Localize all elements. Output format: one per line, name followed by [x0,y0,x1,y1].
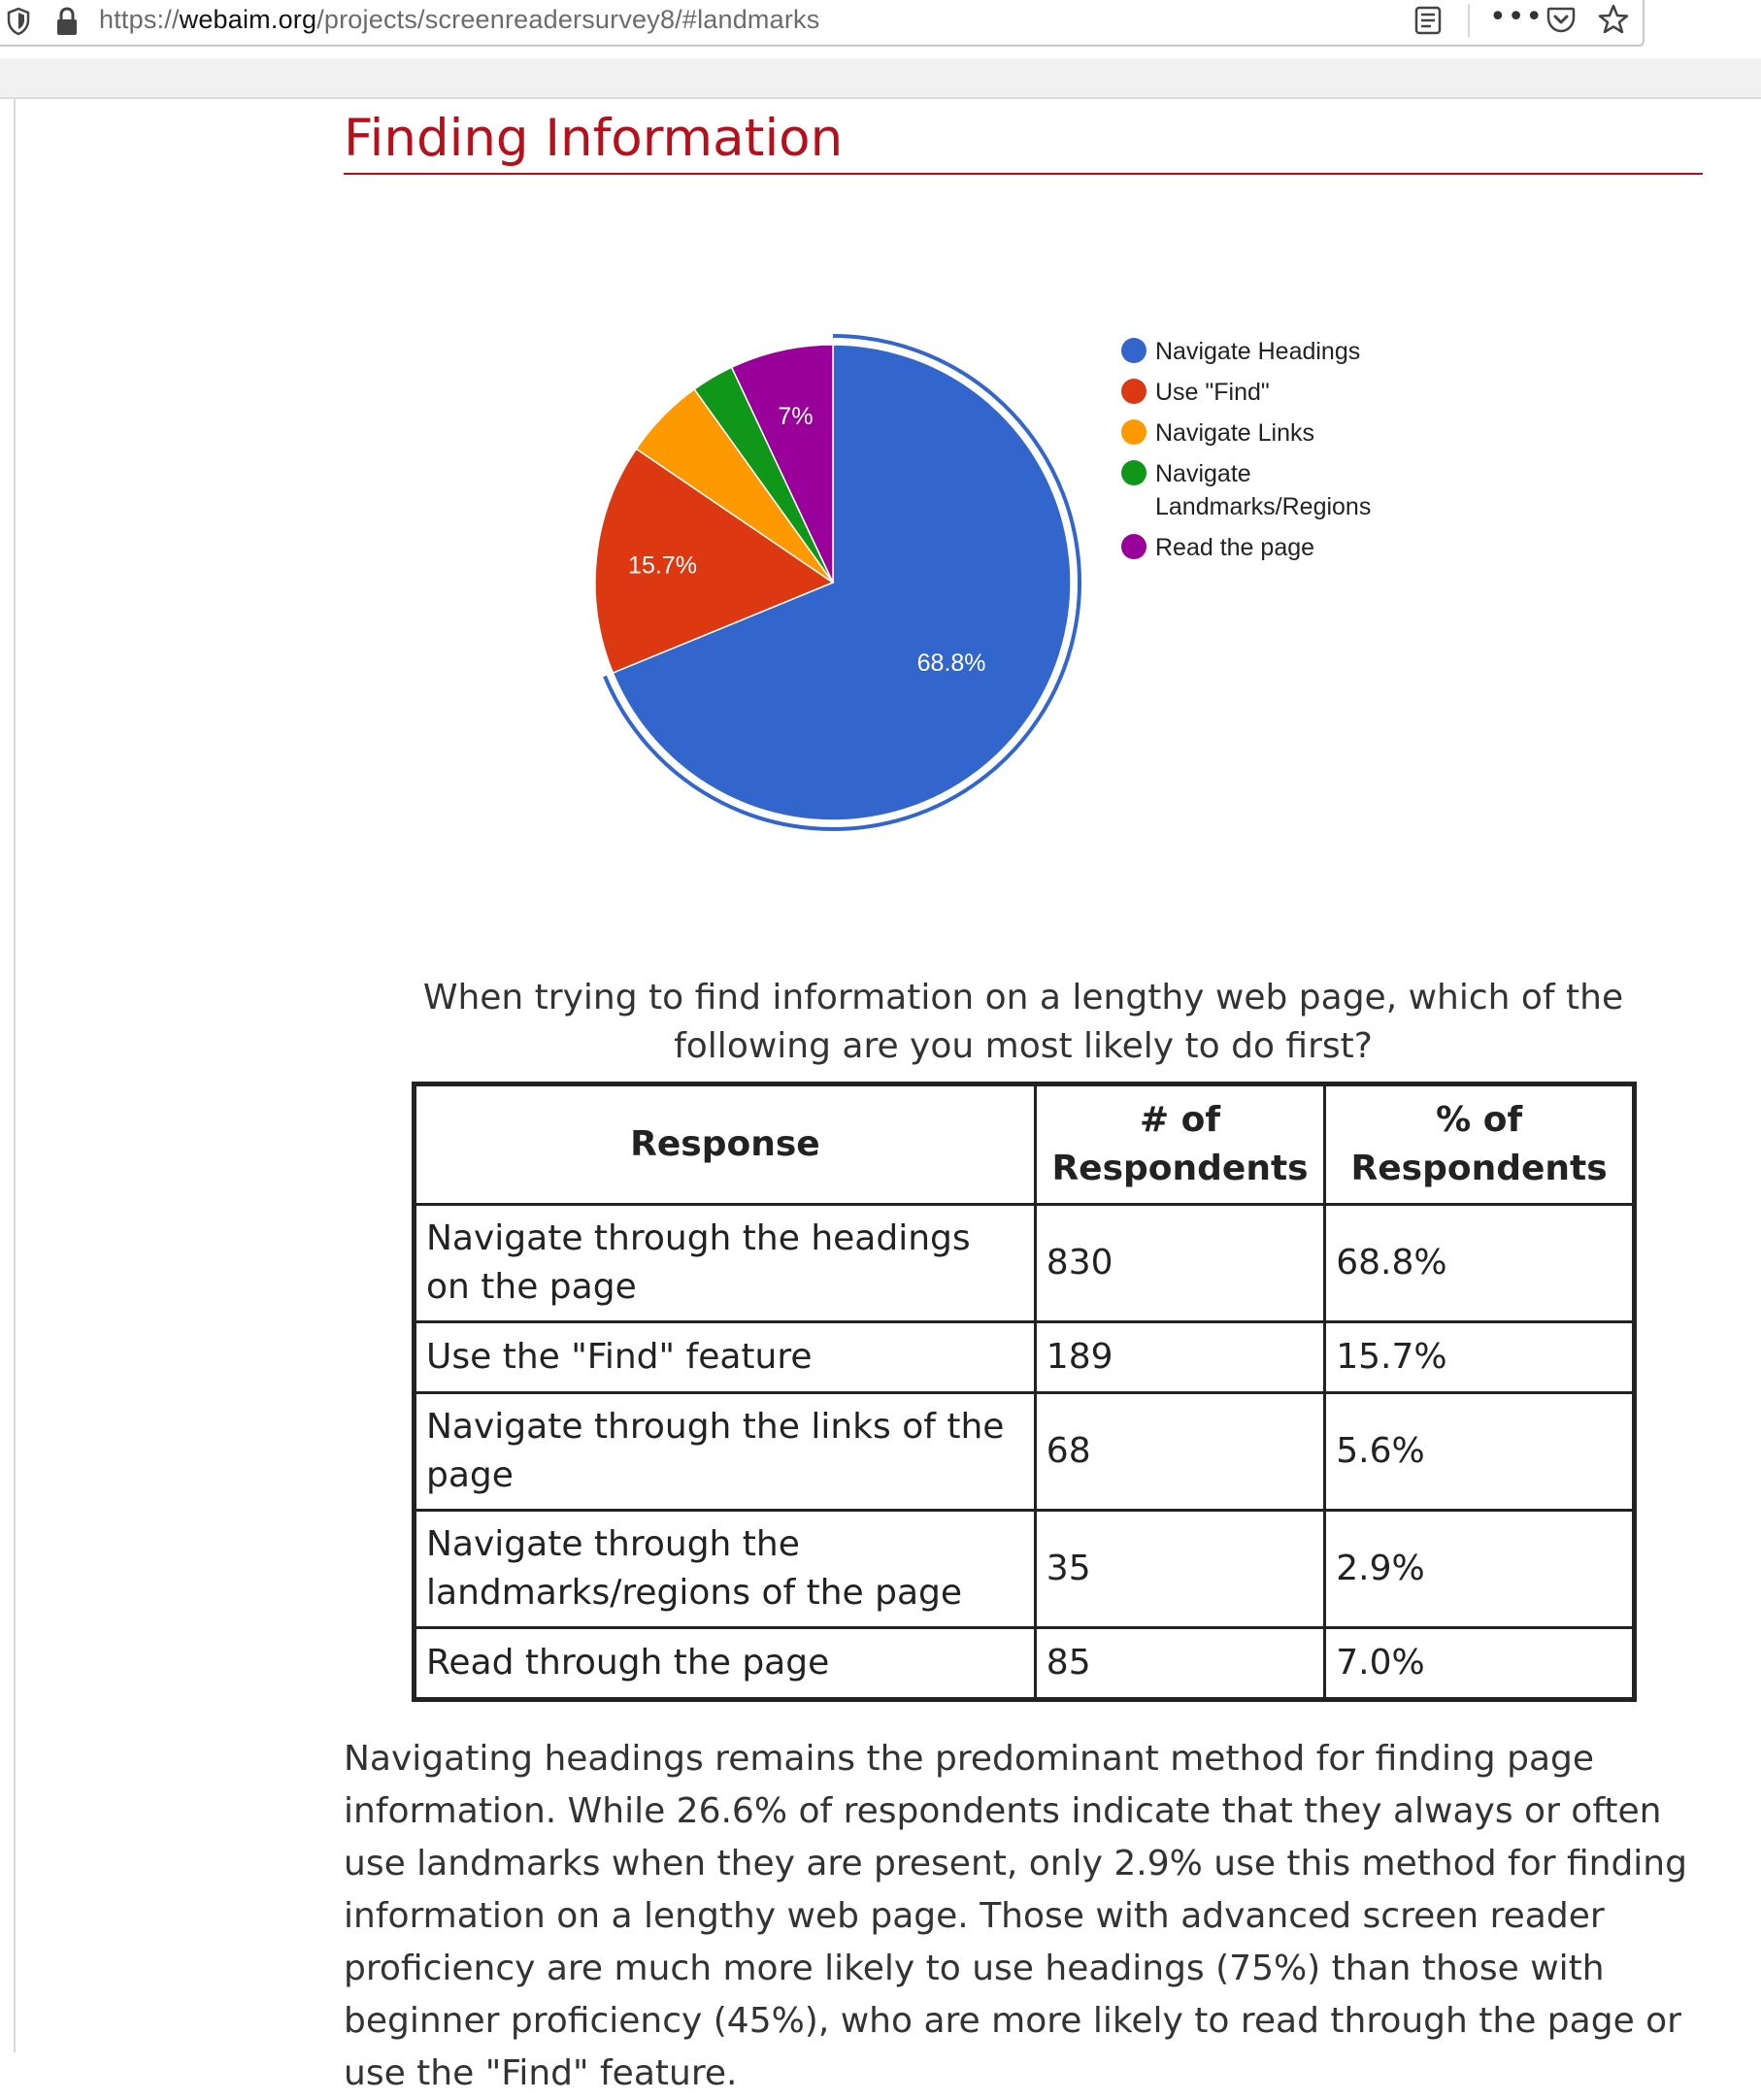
legend-swatch-4[interactable] [1121,534,1146,559]
cell-percent: 68.8% [1325,1205,1635,1322]
cell-percent: 7.0% [1325,1628,1635,1700]
cell-response: Navigate through the headings on the page [415,1205,1036,1322]
table-row [415,1628,1635,1700]
table-row [415,1322,1635,1393]
section-heading: Finding Information [344,109,844,168]
cell-response: Read through the page [415,1628,1036,1700]
legend-label-3[interactable]: Landmarks/Regions [1155,493,1372,520]
cell-percent: 5.6% [1325,1393,1635,1511]
cell-percent: 15.7% [1325,1322,1635,1393]
table-row [415,1205,1635,1322]
table-caption: When trying to find information on a lengthy web page, which of the following are you most likely to do first? [422,978,1624,1066]
cell-count: 189 [1035,1322,1324,1393]
header-count [1035,1084,1324,1205]
url-domain: webaim.org [179,5,317,34]
cell-count: 830 [1035,1205,1324,1322]
cell-count: 68 [1035,1393,1324,1511]
header-percent-line2: Respondents [1350,1149,1608,1188]
cell-response: Navigate through the links of the page [415,1393,1036,1511]
legend-label-1[interactable]: Use "Find" [1155,379,1270,406]
slice-label-4: 7% [778,402,814,430]
header-response: Response [415,1084,1036,1205]
page-actions-more-icon[interactable]: ••• [1489,0,1545,34]
legend-swatch-0[interactable] [1121,338,1146,363]
header-percent-line1: % of [1436,1100,1523,1140]
legend-label-0[interactable]: Navigate Headings [1155,338,1361,365]
cell-count: 35 [1035,1511,1324,1628]
table-header-row [415,1084,1635,1205]
legend-swatch-3[interactable] [1121,460,1146,485]
table-row [415,1511,1635,1628]
cell-percent: 2.9% [1325,1511,1635,1628]
slice-label-0: 68.8% [916,649,986,677]
legend-swatch-1[interactable] [1121,379,1146,404]
header-percent [1325,1084,1635,1205]
pie-chart [0,0,1761,874]
url-path: /projects/screenreadersurvey8/#landmarks [316,5,820,34]
legend-label-2[interactable]: Navigate Links [1155,419,1314,447]
cell-response: Use the "Find" feature [415,1322,1036,1393]
summary-paragraph: Navigating headings remains the predominant method for finding page information. While 26.6% of respondents indicate that they always or often use landmarks when they are present, only 2.9% use this method for finding information on a lengthy web page. Those with advanced screen reader proficiency are much more likely to use headings (75%) than those with beginner proficiency (45%), who are more likely to read through the page or use the "Find" feature. [344,1739,1687,2093]
cell-response: Navigate through the landmarks/regions of the page [415,1511,1036,1628]
header-count-line2: Respondents [1051,1149,1309,1188]
cell-count: 85 [1035,1628,1324,1700]
header-count-line1: # of [1139,1100,1221,1140]
legend-label-4[interactable]: Read the page [1155,534,1315,561]
slice-label-1: 15.7% [628,551,697,580]
url-prefix: https:// [99,5,180,34]
legend-swatch-2[interactable] [1121,419,1146,445]
legend-label-3[interactable]: Navigate [1155,460,1251,487]
table-row [415,1393,1635,1511]
results-table [412,1082,1637,1702]
